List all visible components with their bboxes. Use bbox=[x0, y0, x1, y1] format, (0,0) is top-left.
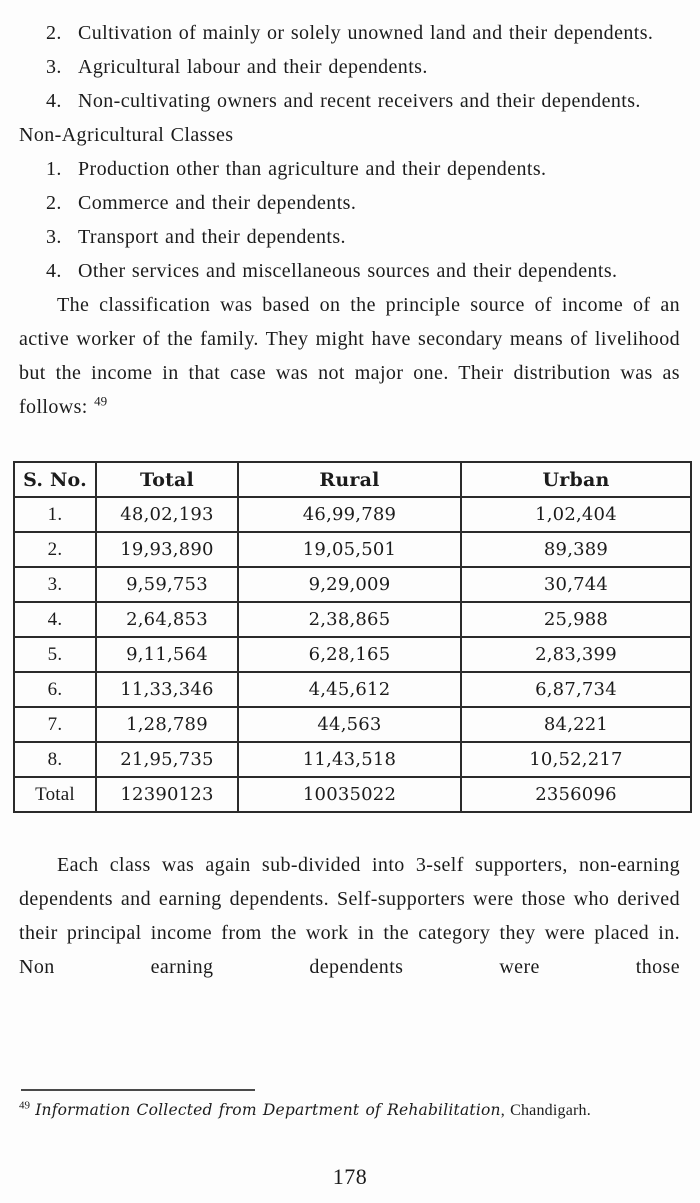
agricultural-classes-list bbox=[19, 16, 680, 118]
table-header-total: Total bbox=[96, 462, 238, 497]
table-cell: 25,988 bbox=[461, 602, 691, 637]
list-item-marker: 3. bbox=[46, 56, 62, 78]
table-cell: 48,02,193 bbox=[96, 497, 238, 532]
list-item-text: Other services and miscellaneous sources and their dependents. bbox=[78, 260, 618, 282]
table-cell: 46,99,789 bbox=[238, 497, 461, 532]
table-row bbox=[14, 602, 691, 637]
table-row bbox=[14, 532, 691, 567]
list-item-marker: 3. bbox=[46, 226, 62, 248]
table-cell: 2,38,865 bbox=[238, 602, 461, 637]
footnote bbox=[19, 1098, 679, 1123]
list-item bbox=[19, 152, 680, 186]
table-row bbox=[14, 742, 691, 777]
table-cell: 7. bbox=[14, 707, 96, 742]
table-cell: 6,87,734 bbox=[461, 672, 691, 707]
table-row bbox=[14, 497, 691, 532]
footnote-divider bbox=[21, 1089, 255, 1091]
non-agricultural-classes-list bbox=[19, 152, 680, 288]
table-cell: 1,28,789 bbox=[96, 707, 238, 742]
list-item-text: Production other than agriculture and their dependents. bbox=[78, 158, 547, 180]
table-row bbox=[14, 672, 691, 707]
table-cell: 3. bbox=[14, 567, 96, 602]
table-total-row bbox=[14, 777, 691, 812]
footnote-plain-text: , Chandigarh. bbox=[500, 1102, 591, 1119]
table-cell: 4,45,612 bbox=[238, 672, 461, 707]
table-header-urban: Urban bbox=[461, 462, 691, 497]
table-cell: 10,52,217 bbox=[461, 742, 691, 777]
footnote-reference: 49 bbox=[94, 393, 108, 409]
table-cell: 84,221 bbox=[461, 707, 691, 742]
table-cell: 1,02,404 bbox=[461, 497, 691, 532]
table-cell: 44,563 bbox=[238, 707, 461, 742]
list-item bbox=[19, 254, 680, 288]
table-row bbox=[14, 567, 691, 602]
list-item-marker: 2. bbox=[46, 22, 62, 44]
list-item bbox=[19, 220, 680, 254]
table-header-sno: S. No. bbox=[14, 462, 96, 497]
list-item-marker: 1. bbox=[46, 158, 62, 180]
page-number: 178 bbox=[332, 1164, 368, 1189]
table-cell: 9,29,009 bbox=[238, 567, 461, 602]
table-cell: 19,05,501 bbox=[238, 532, 461, 567]
table-cell: 12390123 bbox=[96, 777, 238, 812]
section-heading: Non-Agricultural Classes bbox=[19, 124, 234, 146]
intro-paragraph-text: The classification was based on the principle source of income of an active worker of the family. They might have secondary means of livelihood but the income in that case was not major one. Their distribution was as follows: bbox=[19, 294, 680, 418]
table-header-row bbox=[14, 462, 691, 497]
table-cell: 9,11,564 bbox=[96, 637, 238, 672]
table-cell: 4. bbox=[14, 602, 96, 637]
table-cell: 6,28,165 bbox=[238, 637, 461, 672]
list-item bbox=[19, 84, 680, 118]
intro-paragraph bbox=[19, 288, 680, 424]
table-header-rural: Rural bbox=[238, 462, 461, 497]
table-cell: 30,744 bbox=[461, 567, 691, 602]
table-cell: 11,33,346 bbox=[96, 672, 238, 707]
list-item bbox=[19, 16, 680, 50]
list-item-marker: 4. bbox=[46, 260, 62, 282]
table-cell: 5. bbox=[14, 637, 96, 672]
table-cell: 19,93,890 bbox=[96, 532, 238, 567]
list-item-marker: 4. bbox=[46, 90, 62, 112]
table-cell: 21,95,735 bbox=[96, 742, 238, 777]
table-cell: 89,389 bbox=[461, 532, 691, 567]
table-row bbox=[14, 637, 691, 672]
table-cell: 6. bbox=[14, 672, 96, 707]
table-cell: Total bbox=[14, 777, 96, 812]
footnote-italic-text: Information Collected from Department of Rehabilitation bbox=[35, 1101, 501, 1119]
table-cell: 2,83,399 bbox=[461, 637, 691, 672]
table-row bbox=[14, 707, 691, 742]
list-item-text: Agricultural labour and their dependents. bbox=[78, 56, 428, 78]
list-item bbox=[19, 186, 680, 220]
table-cell: 8. bbox=[14, 742, 96, 777]
table-cell: 10035022 bbox=[238, 777, 461, 812]
table-cell: 2. bbox=[14, 532, 96, 567]
list-item-text: Transport and their dependents. bbox=[78, 226, 346, 248]
table-cell: 9,59,753 bbox=[96, 567, 238, 602]
list-item-text: Non-cultivating owners and recent receivers and their dependents. bbox=[78, 90, 641, 112]
table-cell: 2,64,853 bbox=[96, 602, 238, 637]
closing-paragraph: Each class was again sub-divided into 3-self supporters, non-earning dependents and earning dependents. Self-supporters were those who derived their principal income from the work in the category they were placed in. Non earning dependents were those bbox=[19, 854, 680, 978]
table-cell: 1. bbox=[14, 497, 96, 532]
list-item-text: Commerce and their dependents. bbox=[78, 192, 357, 214]
distribution-table bbox=[13, 461, 692, 813]
list-item-marker: 2. bbox=[46, 192, 62, 214]
list-item bbox=[19, 50, 680, 84]
table-cell: 11,43,518 bbox=[238, 742, 461, 777]
table-cell: 2356096 bbox=[461, 777, 691, 812]
list-item-text: Cultivation of mainly or solely unowned land and their dependents. bbox=[78, 22, 654, 44]
footnote-number: 49 bbox=[19, 1099, 30, 1112]
